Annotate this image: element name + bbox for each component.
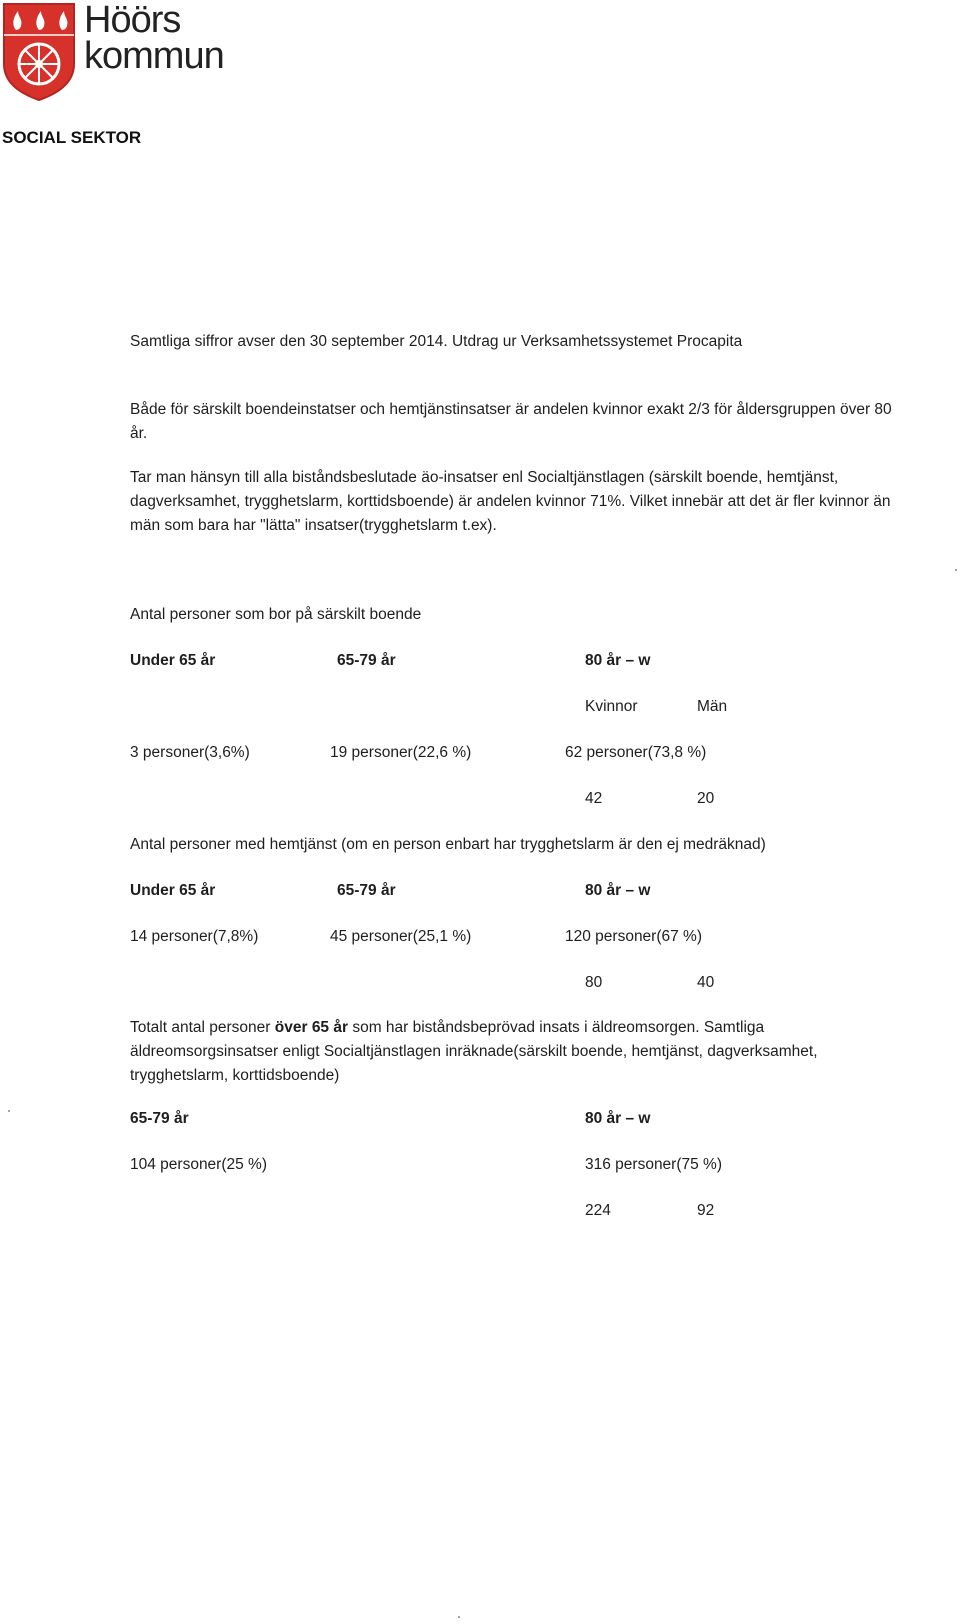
section1-header-65-79: 65-79 år — [337, 652, 396, 669]
section2-title: Antal personer med hemtjänst (om en person enbart har trygghetslarm är den ej medräknad) — [130, 836, 766, 853]
section3-title-pre: Totalt antal personer — [130, 1019, 275, 1036]
section2-header-65-79: 65-79 år — [337, 882, 396, 899]
section1-header-80plus: 80 år – w — [585, 652, 651, 669]
section2-header-80plus: 80 år – w — [585, 882, 651, 899]
scan-speck — [8, 1110, 10, 1112]
wordmark-line2: kommun — [84, 35, 224, 77]
section2-header-under65: Under 65 år — [130, 882, 216, 899]
section3-men-count: 92 — [697, 1202, 715, 1219]
section1-women-count: 42 — [585, 790, 603, 807]
wordmark-line1: Höörs — [84, 0, 181, 41]
kommun-wordmark — [84, 0, 224, 77]
section3-header-80plus: 80 år – w — [585, 1110, 651, 1127]
intro-paragraph-3: Tar man hänsyn till alla biståndsbeslutade äo-insatser enl Socialtjänstlagen (särskilt boende, hemtjänst, dagverksamhet, trygghetslarm, korttidsboende) är andelen kvinnor 71%. Vilket innebär att det är fler kvinnor än män som bara har "lätta" insatser(trygghetslarm t.ex). — [130, 469, 891, 534]
section3-header-65-79: 65-79 år — [130, 1110, 189, 1127]
section2-men-count: 40 — [697, 974, 715, 991]
section1-header-under65: Under 65 år — [130, 652, 216, 669]
section2-value-under65: 14 personer(7,8%) — [130, 928, 259, 945]
section1-subheader-men: Män — [697, 698, 728, 715]
section-label: SOCIAL SEKTOR — [2, 128, 142, 147]
section3-value-65-79: 104 personer(25 %) — [130, 1156, 267, 1173]
section1-value-65-79: 19 personer(22,6 %) — [330, 744, 472, 761]
section3-title-bold: över 65 år — [274, 1019, 349, 1036]
section2-value-65-79: 45 personer(25,1 %) — [330, 928, 472, 945]
section3-title — [130, 1016, 910, 1088]
section1-value-under65: 3 personer(3,6%) — [130, 744, 250, 761]
section3-title-post: som har biståndsbeprövad insats i äldreomsorgen. Samtliga äldreomsorgsinsatser enligt Socialtjänstlagen inräknade(särskilt boende, hemtjänst, dagverksamhet, trygghetslarm, korttidsboende) — [130, 1019, 818, 1084]
intro-paragraph-1: Samtliga siffror avser den 30 september 2014. Utdrag ur Verksamhetssystemet Procapita — [130, 333, 743, 350]
section3-value-80plus: 316 personer(75 %) — [585, 1156, 722, 1173]
section1-subheader-women: Kvinnor — [585, 698, 638, 715]
kommun-coat-of-arms-logo — [2, 2, 76, 102]
scan-speck — [458, 1616, 460, 1618]
section1-value-80plus: 62 personer(73,8 %) — [565, 744, 707, 761]
section3-women-count: 224 — [585, 1202, 611, 1219]
section1-title: Antal personer som bor på särskilt boende — [130, 606, 422, 623]
scan-speck — [955, 569, 957, 571]
intro-paragraph-2: Både för särskilt boendeinstatser och hemtjänstinsatser är andelen kvinnor exakt 2/3 för åldersgruppen över 80 år. — [130, 401, 892, 442]
section1-men-count: 20 — [697, 790, 715, 807]
section2-women-count: 80 — [585, 974, 603, 991]
section2-value-80plus: 120 personer(67 %) — [565, 928, 702, 945]
